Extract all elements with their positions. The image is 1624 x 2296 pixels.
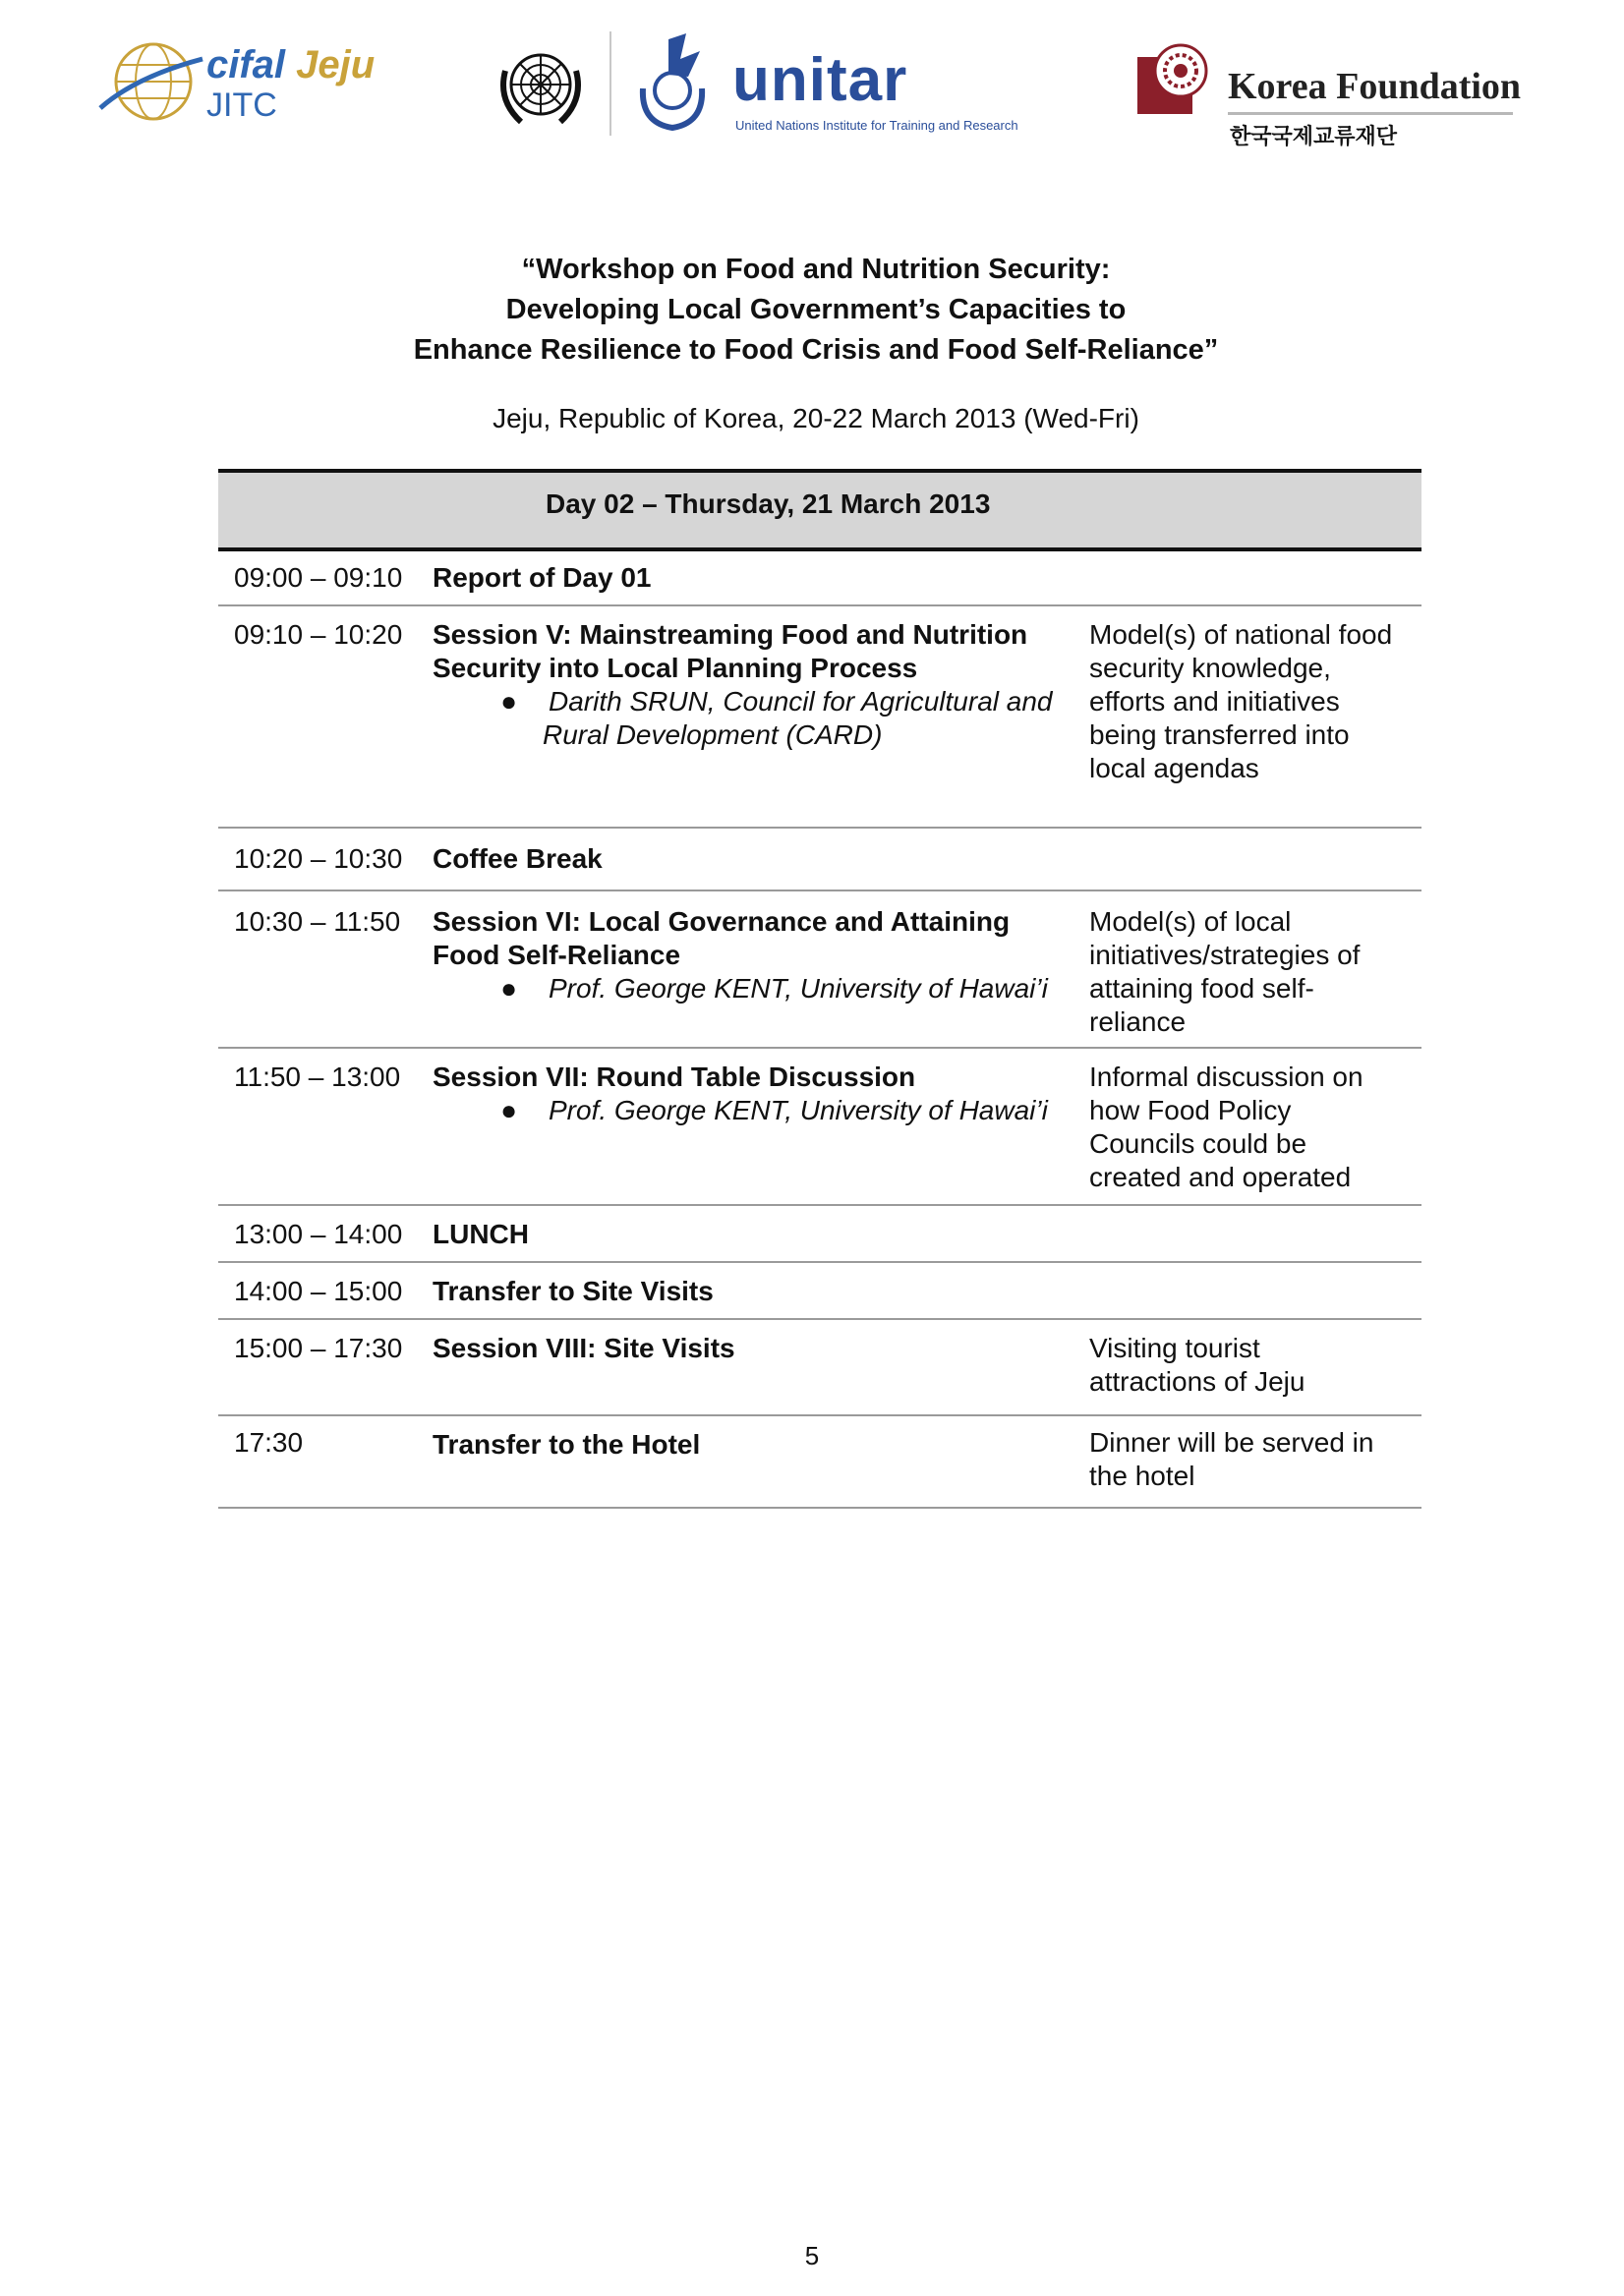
session-title: Transfer to Site Visits xyxy=(433,1276,714,1306)
time-cell: 09:00 – 09:10 xyxy=(234,562,403,593)
agenda-row xyxy=(218,606,1421,829)
note-cell: Visiting tourist attractions of Jeju xyxy=(1089,1333,1305,1397)
title-line-2: Developing Local Government’s Capacities to xyxy=(505,294,1127,325)
note-cell xyxy=(1087,1275,1421,1318)
bullet-icon: ● xyxy=(500,1095,517,1125)
note-cell xyxy=(1087,842,1421,890)
session-title: LUNCH xyxy=(433,1219,529,1249)
jeju-word: Jeju xyxy=(296,43,376,86)
session-title: Session VII: Round Table Discussion xyxy=(433,1062,916,1092)
session-title: Transfer to the Hotel xyxy=(433,1429,701,1460)
agenda-row xyxy=(218,1206,1421,1263)
agenda-table xyxy=(218,469,1421,1509)
time-cell: 10:30 – 11:50 xyxy=(234,906,401,937)
un-emblem-icon xyxy=(492,41,590,132)
title-line-3: Enhance Resilience to Food Crisis and Food Self-Reliance” xyxy=(413,334,1219,366)
cifal-word: cifal xyxy=(206,43,286,86)
session-title: Session VI: Local Governance and Attaining Food Self-Reliance xyxy=(433,906,1011,970)
korea-foundation-name: Korea Foundation xyxy=(1228,66,1522,107)
session-title: Coffee Break xyxy=(433,843,603,874)
venue-line: Jeju, Republic of Korea, 20-22 March 2013 (Wed-Fri) xyxy=(493,403,1139,433)
workshop-title xyxy=(197,250,1435,371)
session-cell xyxy=(433,905,1087,1047)
speaker-name: Darith SRUN, Council for Agricultural and xyxy=(549,686,1053,717)
session-cell xyxy=(433,1332,1087,1414)
session-cell xyxy=(433,1218,1087,1261)
agenda-row xyxy=(218,1263,1421,1320)
time-cell: 09:10 – 10:20 xyxy=(234,619,403,650)
unitar-logo xyxy=(629,29,1072,138)
agenda-row xyxy=(218,829,1421,891)
session-cell xyxy=(433,618,1087,827)
korea-foundation-rule xyxy=(1228,112,1513,115)
globe-icon xyxy=(96,37,204,126)
speaker-name: Prof. George KENT, University of Hawai’i xyxy=(549,1095,1048,1125)
korea-foundation-korean-name: 한국국제교류재단 xyxy=(1230,124,1398,148)
day-heading-row xyxy=(218,469,1421,551)
session-cell xyxy=(433,561,1087,604)
speaker-item xyxy=(433,972,1087,1005)
unitar-wordmark: unitar xyxy=(732,46,908,114)
agenda-row xyxy=(218,1416,1421,1509)
time-cell: 11:50 – 13:00 xyxy=(234,1062,401,1092)
unitar-emblem-icon xyxy=(629,29,723,138)
note-cell: Dinner will be served in the hotel xyxy=(1089,1427,1374,1491)
agenda-row xyxy=(218,551,1421,606)
session-cell xyxy=(433,842,1087,890)
logo-divider xyxy=(609,31,611,136)
session-cell xyxy=(433,1426,1087,1507)
speaker-item xyxy=(433,1094,1087,1127)
time-cell: 10:20 – 10:30 xyxy=(234,843,403,874)
unitar-subtitle: United Nations Institute for Training and Research xyxy=(735,118,1018,133)
title-line-1: “Workshop on Food and Nutrition Security: xyxy=(521,254,1111,285)
agenda-row xyxy=(218,1320,1421,1416)
note-cell xyxy=(1087,561,1421,604)
cifal-wordmark xyxy=(206,43,375,87)
korea-foundation-logo xyxy=(1135,35,1522,153)
page-number: 5 xyxy=(804,2241,820,2270)
cifal-jeju-logo xyxy=(96,37,391,126)
bullet-icon: ● xyxy=(500,686,517,717)
note-cell: Model(s) of local initiatives/strategies of attaining food self-reliance xyxy=(1089,906,1361,1037)
korea-foundation-emblem-icon xyxy=(1135,35,1224,124)
session-title: Session V: Mainstreaming Food and Nutrition Security into Local Planning Process xyxy=(433,619,1028,683)
session-title: Session VIII: Site Visits xyxy=(433,1333,735,1363)
jitc-word: JITC xyxy=(206,86,277,124)
agenda-row xyxy=(218,891,1421,1049)
note-cell: Informal discussion on how Food Policy Councils could be created and operated xyxy=(1089,1062,1363,1192)
time-cell: 14:00 – 15:00 xyxy=(234,1276,403,1306)
speaker-name: Prof. George KENT, University of Hawai’i xyxy=(549,973,1048,1004)
speaker-item xyxy=(433,685,1087,718)
day-heading: Day 02 – Thursday, 21 March 2013 xyxy=(546,488,991,519)
bullet-icon: ● xyxy=(500,973,517,1004)
session-title: Report of Day 01 xyxy=(433,562,652,593)
agenda-row xyxy=(218,1049,1421,1206)
time-cell: 13:00 – 14:00 xyxy=(234,1219,403,1249)
session-cell xyxy=(433,1061,1087,1204)
note-cell: Model(s) of national food security knowledge, efforts and initiatives being transferred into local agendas xyxy=(1089,619,1393,783)
session-cell xyxy=(433,1275,1087,1318)
speaker-name-cont: Rural Development (CARD) xyxy=(543,719,883,750)
time-cell: 17:30 xyxy=(234,1427,304,1458)
time-cell: 15:00 – 17:30 xyxy=(234,1333,403,1363)
note-cell xyxy=(1087,1218,1421,1261)
